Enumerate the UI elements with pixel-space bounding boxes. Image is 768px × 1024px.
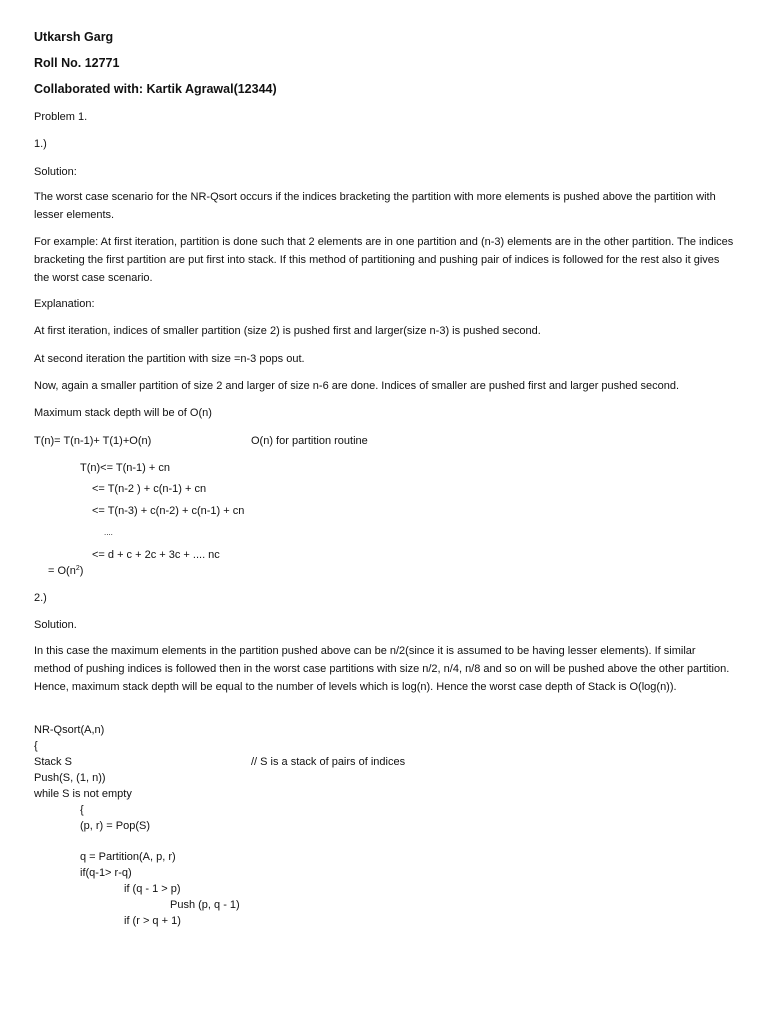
code-line-8: q = Partition(A, p, r) (80, 851, 176, 863)
solution-paragraph-1: The worst case scenario for the NR-Qsort occurs if the indices bracketing the partition with more elements is pushed above the partition with lesser elements. (34, 191, 716, 221)
problem-title: Problem 1. (34, 111, 88, 123)
solution-paragraph-2: For example: At first iteration, partition is done such that 2 elements are in one partition and (n-3) elements are in the other partition. The indices bracketing the first partition are put first into stack. If this method of partitioning and pushing pair of indices is followed for the rest also it gives the worst case scenario. (34, 236, 734, 284)
code-line-10: if (q - 1 > p) (124, 883, 181, 895)
solution-paragraph-3: In this case the maximum elements in the partition pushed above can be n/2(since it is assumed to be having lesser elements). If similar method of pushing indices is followed then in the worst case partitions with size n/2, n/4, n/8 and so on will be pushed above the other partition. Hence, maximum stack depth will be equal to the number of levels which is log(n). Hence the worst case depth of Stack is O(log(n)). (34, 645, 730, 693)
recurrence-step-1: T(n)<= T(n-1) + cn (80, 462, 170, 474)
recurrence-result (48, 564, 83, 578)
code-comment: // S is a stack of pairs of indices (251, 756, 406, 768)
collaborator-line: Collaborated with: Kartik Agrawal(12344) (34, 82, 277, 96)
explanation-line-2: At second iteration the partition with size =n-3 pops out. (34, 353, 305, 365)
recurrence-step-2: <= T(n-2 ) + c(n-1) + cn (92, 483, 207, 495)
recurrence-result-close: ) (79, 565, 84, 577)
part-2-label: 2.) (34, 592, 47, 604)
explanation-line-4: Maximum stack depth will be of O(n) (34, 407, 212, 419)
recurrence-ellipsis: .... (104, 528, 113, 537)
recurrence-step-3: <= T(n-3) + c(n-2) + c(n-1) + cn (92, 505, 245, 517)
recurrence-main: T(n)= T(n-1)+ T(1)+O(n) (34, 435, 152, 447)
code-line-9: if(q-1> r-q) (80, 867, 132, 879)
part-1-label: 1.) (34, 138, 47, 150)
code-line-5: while S is not empty (34, 788, 132, 800)
code-line-4: Push(S, (1, n)) (34, 772, 106, 784)
code-line-12: if (r > q + 1) (124, 915, 181, 927)
roll-number: Roll No. 12771 (34, 56, 120, 70)
explanation-line-3: Now, again a smaller partition of size 2 and larger of size n-6 are done. Indices of smaller are pushed first and larger pushed second. (34, 380, 680, 392)
code-line-1: NR-Qsort(A,n) (34, 724, 105, 736)
code-line-6: { (80, 804, 84, 816)
author-name: Utkarsh Garg (34, 30, 114, 44)
solution-label: Solution: (34, 166, 77, 178)
explanation-label: Explanation: (34, 298, 95, 310)
code-line-7: (p, r) = Pop(S) (80, 820, 150, 832)
recurrence-note: O(n) for partition routine (251, 435, 368, 447)
code-line-2: { (34, 740, 38, 752)
recurrence-result-exponent: 2 (75, 565, 80, 572)
code-line-11: Push (p, q - 1) (170, 899, 240, 911)
recurrence-step-4: <= d + c + 2c + 3c + .... nc (92, 549, 220, 561)
solution-2-label: Solution. (34, 619, 77, 631)
explanation-line-1: At first iteration, indices of smaller partition (size 2) is pushed first and larger(size n-3) is pushed second. (34, 325, 541, 337)
code-line-3: Stack S (34, 756, 72, 768)
recurrence-result-base: = O(n (48, 565, 76, 577)
